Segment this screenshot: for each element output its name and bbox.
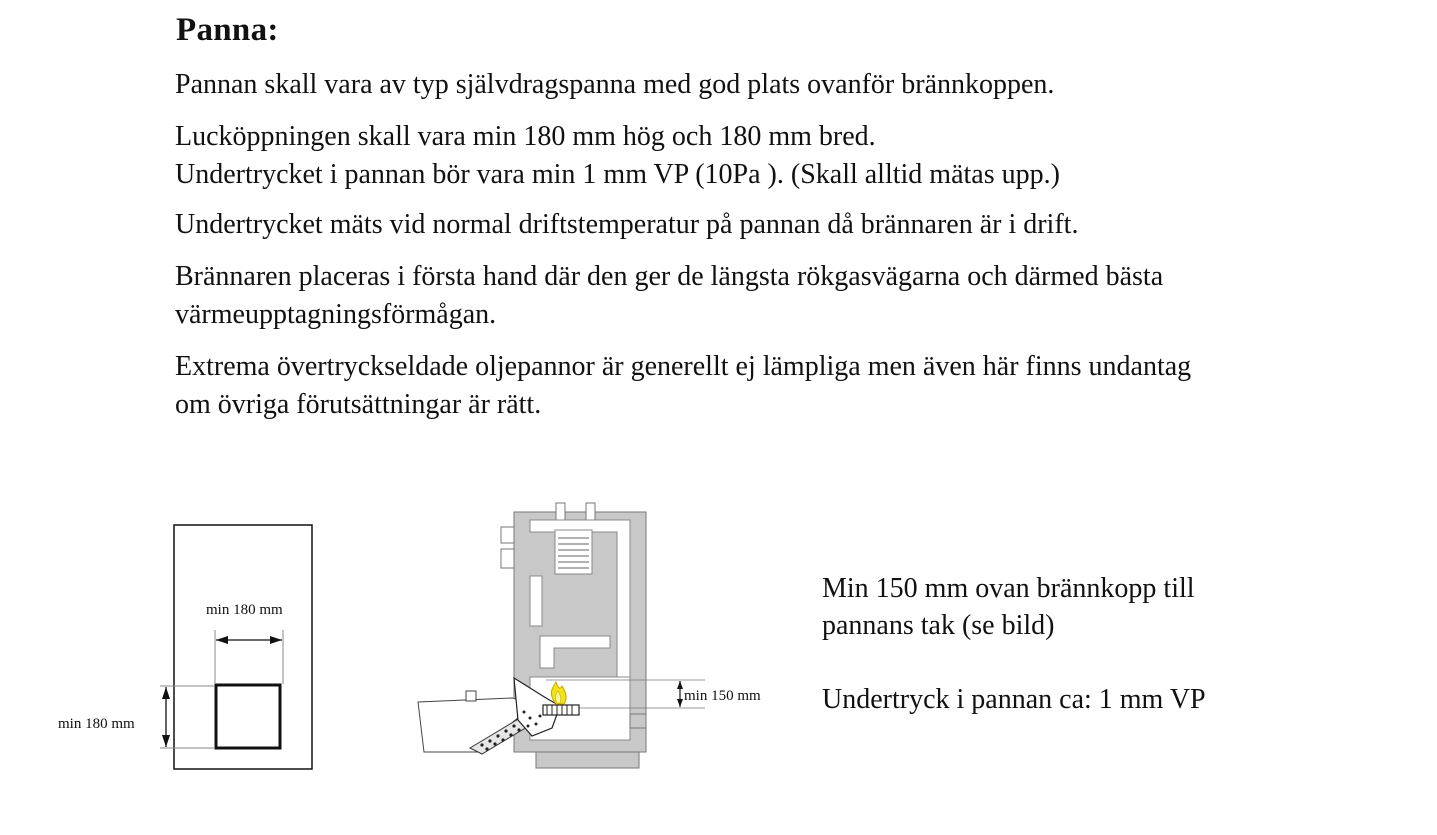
text-line: värmeupptagningsförmågan.	[175, 299, 497, 330]
section-heading: Panna:	[176, 12, 279, 48]
text-line: Min 150 mm ovan brännkopp till	[822, 573, 1195, 604]
side-connector-bottom	[501, 549, 514, 568]
paragraph-door-opening	[175, 118, 1060, 194]
text-line: pannans tak (se bild)	[822, 610, 1055, 641]
height-label: min 180 mm	[58, 716, 135, 732]
text-line: om övriga förutsättningar är rätt.	[175, 389, 542, 420]
arrowhead-down	[162, 735, 170, 747]
side-connector-top	[501, 527, 514, 543]
arrowhead-left	[216, 636, 228, 644]
inner-channel	[530, 576, 542, 626]
arrowhead-right	[270, 636, 282, 644]
paragraph-measurement	[175, 206, 1078, 244]
hopper-lid	[466, 691, 476, 701]
burner-cup	[543, 705, 579, 715]
text-line: Lucköppningen skall vara min 180 mm hög och 180 mm bred.	[175, 121, 876, 152]
clearance-label: min 150 mm	[684, 688, 761, 704]
text-line: Undertrycket mäts vid normal driftstemperatur på pannan då brännaren är i drift.	[175, 209, 1079, 240]
width-label: min 180 mm	[206, 602, 283, 618]
paragraph-placement	[175, 258, 1163, 334]
clearance-arrow-up	[677, 681, 683, 689]
text-line: Extrema övertryckseldade oljepannor är generellt ej lämpliga men även här finns undantag	[175, 351, 1192, 382]
clearance-note	[822, 570, 1195, 644]
boiler-front-outline	[174, 525, 312, 769]
arrowhead-up	[162, 687, 170, 699]
ash-door	[630, 714, 646, 728]
door-opening-square	[216, 685, 280, 748]
boiler-cross-section-diagram	[410, 498, 780, 773]
text-line: Brännaren placeras i första hand där den ger de längsta rökgasvägarna och därmed bästa	[175, 261, 1164, 292]
door-opening-diagram	[40, 515, 340, 780]
boiler-base	[536, 752, 639, 768]
text-line: Undertrycket i pannan bör vara min 1 mm VP (10Pa ). (Skall alltid mätas upp.)	[175, 159, 1060, 190]
text-line: Pannan skall vara av typ självdragspanna med god plats ovanför brännkoppen.	[175, 69, 1055, 100]
heat-exchanger-coil	[555, 530, 592, 574]
paragraph-boiler-type	[175, 66, 1054, 104]
pressure-note	[822, 681, 1206, 718]
paragraph-exceptions	[175, 348, 1191, 424]
text-line: Undertryck i pannan ca: 1 mm VP	[822, 684, 1206, 715]
clearance-arrow-down	[677, 699, 683, 707]
